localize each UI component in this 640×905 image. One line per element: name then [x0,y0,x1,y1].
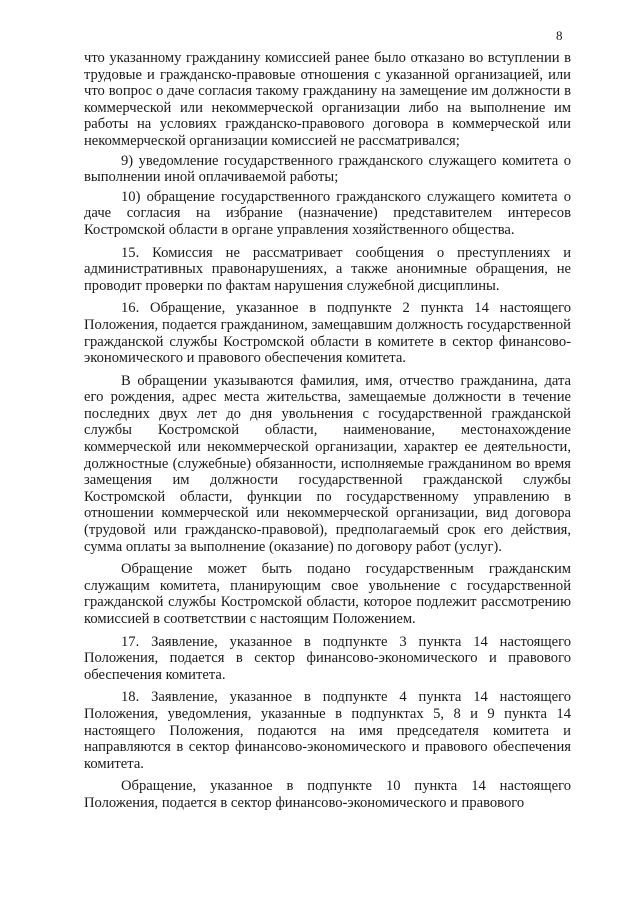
paragraph-17: 17. Заявление, указанное в подпункте 3 пункта 14 настоящего Положения, подается в сектор финансово-экономического и правового обеспечения комитета. [84,633,571,683]
paragraph-item-10: 10) обращение государственного гражданского служащего комитета о даче согласия на избрание (назначение) представителем интересов Костромской области в органе управления хозяйственного общества. [84,188,571,238]
paragraph-16-details: В обращении указываются фамилия, имя, отчество гражданина, дата его рождения, адрес места жительства, замещаемые должности в течение последних двух лет до дня увольнения с государственной гражданской службы Костромской области, наименование, местонахождение коммерческой или некоммерческой организации, характер ее деятельности, должностные (служебные) обязанности, исполняемые гражданином во время замещения им должности государственной гражданской службы Костромской области, функции по государственному управлению в отношении коммерческой или некоммерческой организации, вид договора (трудовой или гражданско-правовой), предполагаемый срок его действия, сумма оплаты за выполнение (оказание) по договору работ (услуг). [84,372,571,555]
page-number: 8 [556,28,563,43]
paragraph-16-note: Обращение может быть подано государственным гражданским служащим комитета, планирующим свое увольнение с государственной гражданской службы Костромской области, которое подлежит рассмотрению комиссией в соответствии с настоящим Положением. [84,561,571,627]
paragraph-18-note: Обращение, указанное в подпункте 10 пункта 14 настоящего Положения, подается в сектор финансово-экономического и правового [84,778,571,811]
paragraph-16: 16. Обращение, указанное в подпункте 2 пункта 14 настоящего Положения, подается гражданином, замещавшим должность государственной гражданской службы Костромской области в комитете в сектор финансово-экономического и правового обеспечения комитета. [84,300,571,367]
paragraph-15: 15. Комиссия не рассматривает сообщения о преступлениях и административных правонарушениях, а также анонимные обращения, не проводит проверки по фактам нарушения служебной дисциплины. [84,244,571,294]
paragraph-item-9: 9) уведомление государственного гражданского служащего комитета о выполнении иной оплачиваемой работы; [84,152,571,186]
paragraph-18: 18. Заявление, указанное в подпункте 4 пункта 14 настоящего Положения, уведомления, указанные в подпунктах 5, 8 и 9 пункта 14 настоящего Положения, подаются на имя председателя комитета и направляются в сектор финансово-экономического и правового обеспечения комитета. [84,689,571,772]
document-body [84,50,571,815]
paragraph-continuation: что указанному гражданину комиссией ранее было отказано во вступлении в трудовые и гражданско-правовые отношения с указанной организацией, или что вопрос о даче согласия такому гражданину на замещение им должности в коммерческой или некоммерческой организации либо на выполнение им работы на условиях гражданско-правового договора в коммерческой или некоммерческой организации комиссией не рассматривался; [84,50,571,149]
